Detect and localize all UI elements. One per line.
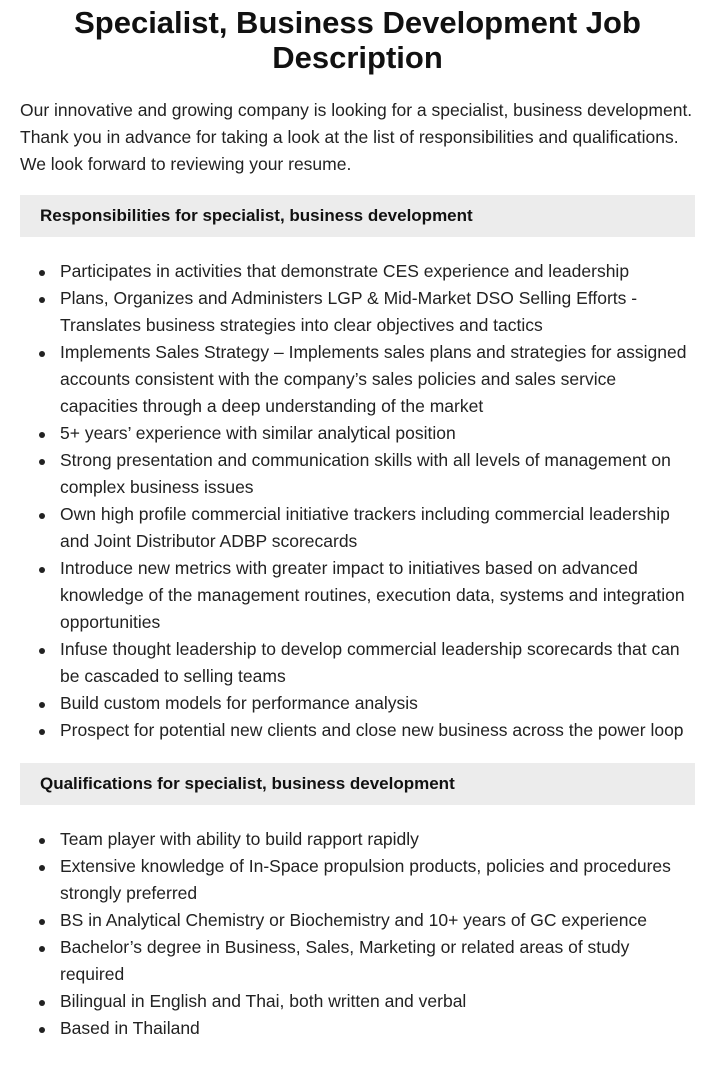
qualifications-header: Qualifications for specialist, business development [20,763,695,805]
qualification-item [20,907,695,934]
responsibility-text: Strong presentation and communication skills with all levels of management on complex business issues [60,450,671,497]
responsibility-text: Introduce new metrics with greater impact to initiatives based on advanced knowledge of the management routines, execution data, systems and integration opportunities [60,558,685,632]
responsibility-item [20,717,695,744]
qualification-item [20,826,695,853]
bullet-icon [39,567,45,573]
bullet-icon [39,270,45,276]
responsibility-text: Own high profile commercial initiative trackers including commercial leadership and Joint Distributor ADBP scorecards [60,504,670,551]
responsibility-item [20,447,695,501]
responsibility-text: 5+ years’ experience with similar analytical position [60,423,456,443]
bullet-icon [39,459,45,465]
qualification-item [20,934,695,988]
qualifications-list [20,826,695,1042]
responsibility-item [20,258,695,285]
responsibility-item [20,555,695,636]
qualification-item [20,988,695,1015]
responsibility-text: Plans, Organizes and Administers LGP & Mid-Market DSO Selling Efforts - Translates business strategies into clear objectives and tactics [60,288,638,335]
bullet-icon [39,729,45,735]
qualification-text: Bachelor’s degree in Business, Sales, Marketing or related areas of study required [60,937,630,984]
responsibilities-header: Responsibilities for specialist, business development [20,195,695,237]
responsibility-item [20,339,695,420]
bullet-icon [39,297,45,303]
bullet-icon [39,513,45,519]
bullet-icon [39,919,45,925]
qualification-item [20,853,695,907]
bullet-icon [39,702,45,708]
responsibility-text: Build custom models for performance analysis [60,693,418,713]
bullet-icon [39,432,45,438]
responsibility-text: Implements Sales Strategy – Implements sales plans and strategies for assigned accounts consistent with the company’s sales policies and sales service capacities through a deep understanding of the market [60,342,687,416]
qualification-item [20,1015,695,1042]
responsibility-item [20,501,695,555]
responsibility-item [20,420,695,447]
responsibility-text: Infuse thought leadership to develop commercial leadership scorecards that can be cascaded to selling teams [60,639,680,686]
responsibility-item [20,636,695,690]
qualification-text: Extensive knowledge of In-Space propulsion products, policies and procedures strongly preferred [60,856,671,903]
bullet-icon [39,648,45,654]
bullet-icon [39,1000,45,1006]
responsibilities-list [20,258,695,744]
bullet-icon [39,865,45,871]
qualification-text: Based in Thailand [60,1018,200,1038]
page-title: Specialist, Business Development Job Description [74,5,641,75]
qualification-text: BS in Analytical Chemistry or Biochemistry and 10+ years of GC experience [60,910,647,930]
responsibility-item [20,285,695,339]
bullet-icon [39,838,45,844]
qualification-text: Team player with ability to build rapport rapidly [60,829,419,849]
bullet-icon [39,946,45,952]
qualification-text: Bilingual in English and Thai, both written and verbal [60,991,467,1011]
responsibility-text: Participates in activities that demonstrate CES experience and leadership [60,261,630,281]
responsibility-text: Prospect for potential new clients and close new business across the power loop [60,720,684,740]
intro-paragraph: Our innovative and growing company is looking for a specialist, business development. Thank you in advance for taking a look at the list of responsibilities and qualifications. We look forward to reviewing your resume. [20,100,693,174]
responsibility-item [20,690,695,717]
bullet-icon [39,1027,45,1033]
bullet-icon [39,351,45,357]
